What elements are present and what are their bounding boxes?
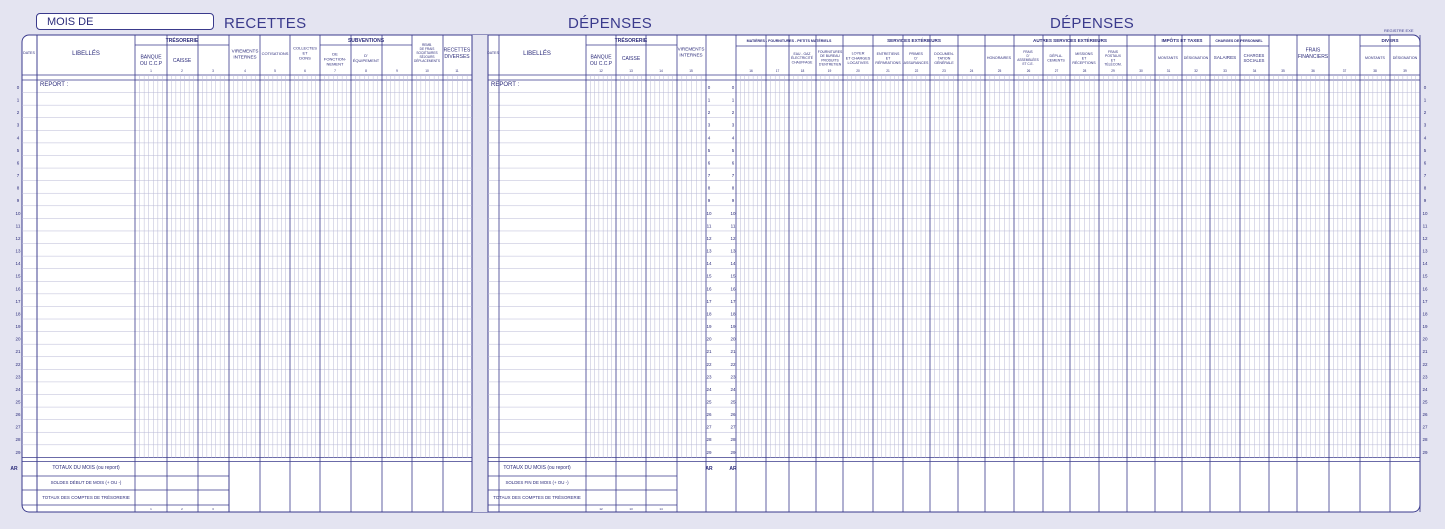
depenses-right-column-number: 17: [775, 69, 780, 73]
recettes-equipement-header: D': [364, 52, 368, 58]
row-label-left: 22: [15, 361, 21, 367]
fournitures-header: FOURNITURES: [817, 49, 843, 54]
row-label-left: 6: [16, 160, 20, 166]
depenses-right-column-number: 34: [1252, 69, 1257, 73]
entretiens-header: ENTRETIENS: [876, 51, 900, 56]
divers-header: DIVERS: [1381, 38, 1399, 43]
row-label-depenses: 26: [706, 412, 712, 418]
row-label-depenses-right: 28: [730, 437, 736, 443]
row-label-depenses-right: 7: [731, 173, 735, 179]
missions-header: MISSIONS: [1075, 51, 1093, 56]
deplacements-header: CEMENTS: [1047, 58, 1065, 63]
recettes-footer-number: 2: [181, 507, 183, 511]
row-label-depenses-right: 14: [730, 261, 736, 267]
depenses-column-number: 12: [599, 69, 603, 73]
row-label-depenses-right: 13: [730, 248, 736, 254]
row-label-depenses-right: 19: [730, 324, 736, 330]
recettes-remb-header: REMB.: [421, 43, 433, 48]
row-label-left: 23: [15, 374, 21, 380]
row-label-depenses-right: 5: [731, 147, 735, 153]
frais-postaux-header: FRAIS: [1108, 49, 1118, 54]
frais-postaux-header: TÉLÉCOM.: [1104, 62, 1122, 67]
fournitures-header: DE BUREAU: [820, 54, 840, 59]
row-label-right: 16: [1422, 286, 1428, 292]
frais-assemblees-header: ASSEMBLÉES: [1017, 58, 1039, 63]
row-label-depenses: 29: [706, 449, 712, 455]
row-label-depenses: 17: [706, 298, 712, 304]
fournitures-header: PRODUITS: [821, 58, 839, 63]
row-label-right: 12: [1422, 235, 1428, 241]
row-label-depenses: 19: [706, 324, 712, 330]
recettes-soldes-debut-label: SOLDES DÉBUT DE MOIS (+ OU -): [50, 480, 122, 485]
row-label-right: 13: [1422, 248, 1428, 254]
row-label-depenses-right: 29: [730, 449, 736, 455]
row-label-depenses: 28: [706, 437, 712, 443]
row-label-depenses-right: 9: [731, 198, 735, 204]
row-label-depenses-right: 1: [731, 97, 735, 103]
row-label-left: 12: [15, 235, 21, 241]
row-label-depenses-right: 27: [730, 424, 736, 430]
depenses-footer-number: 14: [659, 507, 663, 511]
recettes-diverses-header: DIVERSES: [444, 53, 470, 60]
row-label-depenses: 18: [706, 311, 712, 317]
row-label-depenses: 12: [706, 235, 712, 241]
row-label-left: 25: [15, 399, 21, 405]
impots-montants-header: MONTANTS: [1158, 56, 1178, 60]
row-label-left: 17: [15, 298, 21, 304]
autres-services-header: AUTRES SERVICES EXTÉRIEURS: [1033, 38, 1107, 43]
entretiens-header: RÉPARATIONS: [875, 60, 901, 65]
row-label-right: 22: [1422, 361, 1428, 367]
row-label-right: 17: [1422, 298, 1428, 304]
frais-financiers-header: FINANCIERS: [1297, 53, 1329, 60]
depenses-dates-header: DATES: [487, 51, 499, 55]
depenses-right-column-number: 31: [1166, 69, 1171, 73]
row-label-left: 16: [15, 286, 21, 292]
row-label-left: 4: [16, 135, 20, 141]
row-label-right: 3: [1423, 122, 1427, 128]
row-label-depenses: 9: [707, 198, 711, 204]
row-label-depenses: 15: [706, 273, 712, 279]
row-label-left: 18: [15, 311, 21, 317]
row-label-left: 5: [16, 147, 20, 153]
row-label-left: 2: [16, 110, 20, 116]
row-label-depenses: 14: [706, 261, 712, 267]
depenses-right-column-number: 30: [1139, 69, 1143, 73]
recettes-column-number: 5: [274, 69, 276, 73]
row-label-left: 21: [15, 349, 21, 355]
recettes-collectes-header: DONS: [299, 55, 311, 61]
recettes-column-number: 10: [425, 69, 429, 73]
row-label-depenses-right: 25: [730, 399, 736, 405]
loyer-header: LOYER: [851, 51, 865, 56]
depenses-totaux-label: TOTAUX DU MOIS (ou report): [503, 465, 571, 471]
row-label-right: 29: [1422, 449, 1428, 455]
depenses-right-column-number: 25: [997, 69, 1002, 73]
recettes-banque-header: OU C.C.P: [139, 60, 163, 67]
charges-personnel-header: CHARGES DE PERSONNEL: [1215, 39, 1263, 43]
row-label-left: 29: [15, 449, 21, 455]
row-label-depenses: 27: [706, 424, 712, 430]
row-label-left: 14: [15, 261, 21, 267]
row-label-right: 26: [1422, 412, 1428, 418]
recettes-totaux-comptes-label: TOTAUX DES COMPTES DE TRÉSORERIE: [42, 495, 130, 500]
recettes-column-number: 7: [334, 69, 336, 73]
depenses-right-column-number: 20: [856, 69, 860, 73]
depenses-right-column-number: 39: [1403, 69, 1407, 73]
row-label-depenses-right: 18: [730, 311, 736, 317]
recettes-caisse-header: CAISSE: [172, 58, 192, 64]
depenses-column-number: 14: [659, 69, 663, 73]
primes-header: ASSURANCES: [903, 60, 929, 65]
row-label-depenses-right: 8: [731, 185, 735, 191]
recettes-cotisations-header: COTISATIONS: [261, 51, 289, 56]
row-label-right: 7: [1423, 173, 1427, 179]
documentation-header: DOCUMEN-: [934, 51, 954, 56]
row-label-right: 18: [1422, 311, 1428, 317]
page-gutter: [472, 35, 488, 512]
depenses-right-column-number: 27: [1054, 69, 1059, 73]
depenses-libelles-header: LIBELLÉS: [523, 51, 551, 57]
row-label-left: 3: [16, 122, 20, 128]
recettes-column-number: 6: [304, 69, 306, 73]
row-label-left: 8: [16, 185, 20, 191]
row-label-right: 1: [1423, 97, 1427, 103]
row-label-left: 13: [15, 248, 21, 254]
recettes-column-number: 8: [365, 69, 367, 73]
row-label-depenses-right: 3: [731, 122, 735, 128]
loyer-header: LOCATIVES: [847, 61, 869, 66]
row-label-left: 24: [15, 386, 21, 392]
recettes-fonctionnement-header: DE: [332, 51, 338, 57]
row-label-left: 15: [15, 273, 21, 279]
row-label-depenses: 4: [707, 135, 711, 141]
row-label-depenses-right: 20: [730, 336, 736, 342]
recettes-column-number: 3: [212, 69, 214, 73]
primes-header: PRIMES: [909, 51, 923, 56]
divers-montants-header: MONTANTS: [1365, 56, 1385, 60]
depenses-right-column-number: 24: [969, 69, 974, 73]
row-label-depenses-right: 6: [731, 160, 735, 166]
row-label-depenses: 2: [707, 110, 711, 116]
row-label-depenses: 25: [706, 399, 712, 405]
row-label-right: 20: [1422, 336, 1428, 342]
recettes-equipement-header: ÉQUIPEMENT: [352, 57, 380, 63]
recettes-diverses-header: RECETTES: [443, 47, 471, 54]
recettes-fonctionnement-header: NEMENT: [326, 61, 344, 67]
depenses-right-column-number: 32: [1194, 69, 1198, 73]
row-label-right: 0: [1423, 85, 1427, 90]
row-label-depenses: 23: [706, 374, 712, 380]
row-label-right: 24: [1422, 386, 1428, 392]
missions-header: ET: [1081, 56, 1087, 61]
depenses-right-column-number: 33: [1223, 69, 1227, 73]
row-label-depenses-right: 16: [730, 286, 736, 292]
row-label-depenses: 10: [706, 210, 712, 216]
eau-header: CHAUFFAGE: [791, 60, 813, 65]
documentation-header: GÉNÉRALE: [934, 60, 954, 65]
row-label-right: 28: [1422, 437, 1428, 443]
row-label-left: 11: [15, 223, 21, 229]
depenses-right-column-number: 26: [1026, 69, 1031, 73]
row-label-left: 27: [15, 424, 21, 430]
impots-designation-header: DÉSIGNATION: [1183, 56, 1209, 60]
row-label-depenses-right: 21: [730, 349, 736, 355]
row-label-left: 9: [16, 198, 20, 204]
row-label-right: 5: [1423, 147, 1427, 153]
honoraires-header: HONORAIRES: [986, 56, 1012, 60]
depenses-right-column-number: 21: [886, 69, 890, 73]
row-label-depenses: 0: [707, 85, 711, 90]
deplacements-header: DÉPLA-: [1049, 54, 1063, 59]
ar-label-depenses-right: AR: [729, 466, 737, 472]
depenses-footer-number: 13: [629, 507, 633, 511]
depenses-right-column-number: 29: [1111, 69, 1115, 73]
row-label-right: 23: [1422, 374, 1428, 380]
loyer-header: ET CHARGES: [845, 56, 871, 61]
depenses-title-left: DÉPENSES: [568, 15, 653, 32]
recettes-remb-header: DE FRAIS: [419, 47, 435, 52]
row-label-left: 26: [15, 412, 21, 418]
row-label-depenses: 11: [706, 223, 712, 229]
recettes-remb-header: DÉPLACEMENTS: [413, 59, 441, 64]
row-label-left: 28: [15, 437, 21, 443]
ar-label-left: AR: [10, 466, 18, 472]
primes-header: D': [914, 56, 918, 61]
row-label-depenses-right: 2: [731, 110, 735, 116]
row-label-depenses: 5: [707, 147, 711, 153]
depenses-title-right: DÉPENSES: [1050, 15, 1135, 32]
frais-assemblees-header: FRAIS: [1023, 50, 1033, 55]
recettes-dates-header: DATES: [23, 51, 35, 55]
recettes-report-label: REPORT :: [40, 82, 69, 88]
depenses-column-number: 13: [629, 69, 633, 73]
registre-reference: REGISTRE EXE: [1384, 28, 1414, 33]
charges-sociales-header: CHARGES: [1243, 52, 1265, 58]
recettes-remb-header: SOCIÉTAIRES: [416, 51, 438, 56]
row-label-depenses-right: 11: [730, 223, 736, 229]
frais-assemblees-header: ET C.E.: [1022, 62, 1034, 67]
depenses-column-number: 15: [689, 69, 693, 73]
services-exterieurs-header: SERVICES EXTÉRIEURS: [887, 38, 941, 43]
row-label-depenses: 24: [706, 386, 712, 392]
recettes-column-number: 2: [181, 69, 183, 73]
row-label-depenses: 21: [706, 349, 712, 355]
recettes-column-number: 11: [455, 69, 459, 73]
recettes-libelles-header: LIBELLÉS: [72, 51, 100, 57]
row-label-depenses: 22: [706, 361, 712, 367]
recettes-column-number: 9: [396, 69, 398, 73]
eau-header: ÉLECTRICITÉ: [790, 56, 814, 61]
row-label-depenses: 20: [706, 336, 712, 342]
documentation-header: TATION: [937, 56, 951, 61]
depenses-right-column-number: 22: [914, 69, 919, 73]
row-label-depenses-right: 10: [730, 210, 736, 216]
depenses-banque-header: BANQUE: [590, 54, 612, 61]
frais-assemblees-header: D': [1026, 54, 1030, 59]
depenses-right-column-number: 35: [1281, 69, 1285, 73]
frais-financiers-header: FRAIS: [1305, 47, 1321, 54]
salaires-header: SALAIRES: [1213, 55, 1237, 60]
frais-postaux-header: POSTAUX: [1105, 54, 1121, 59]
depenses-virements-header: INTERNES: [679, 52, 703, 58]
row-label-depenses: 6: [707, 160, 711, 166]
depenses-caisse-header: CAISSE: [621, 56, 641, 62]
depenses-report-label: REPORT :: [491, 82, 520, 88]
recettes-collectes-header: ET: [302, 50, 308, 56]
depenses-tresorerie-header: TRÉSORERIE: [614, 38, 648, 44]
missions-header: RÉCEPTIONS: [1072, 60, 1096, 65]
depenses-virements-header: VIREMENTS: [677, 46, 705, 52]
row-label-depenses-right: 17: [730, 298, 736, 304]
row-label-right: 11: [1422, 223, 1428, 229]
entretiens-header: ET: [885, 56, 891, 61]
row-label-depenses-right: 12: [730, 235, 736, 241]
row-label-right: 6: [1423, 160, 1427, 166]
row-label-left: 20: [15, 336, 21, 342]
row-label-left: 19: [15, 324, 21, 330]
row-label-left: 0: [16, 85, 20, 90]
depenses-soldes-fin-label: SOLDES FIN DE MOIS (+ OU -): [505, 480, 569, 485]
depenses-right-column-number: 16: [749, 69, 753, 73]
depenses-banque-header: OU C.C.P: [589, 60, 613, 67]
recettes-subventions-header: SUBVENTIONS: [347, 38, 385, 44]
row-label-depenses-right: 0: [731, 85, 735, 90]
row-label-right: 4: [1423, 135, 1427, 141]
row-label-depenses-right: 15: [730, 273, 736, 279]
row-label-depenses-right: 22: [730, 361, 736, 367]
row-label-right: 19: [1422, 324, 1428, 330]
recettes-banque-header: BANQUE: [140, 54, 162, 61]
row-label-depenses-right: 4: [731, 135, 735, 141]
recettes-title: RECETTES: [224, 15, 307, 32]
recettes-tresorerie-header: TRÉSORERIE: [165, 38, 199, 44]
divers-designation-header: DÉSIGNATION: [1392, 56, 1418, 60]
depenses-right-column-number: 19: [827, 69, 832, 73]
depenses-footer-number: 12: [599, 507, 603, 511]
recettes-fonctionnement-header: FONCTION-: [323, 56, 347, 62]
ar-label-depenses: AR: [705, 466, 713, 472]
row-label-right: 14: [1422, 261, 1428, 267]
recettes-column-number: 4: [244, 69, 246, 73]
depenses-right-column-number: 18: [800, 69, 805, 73]
row-label-depenses-right: 26: [730, 412, 736, 418]
row-label-left: 10: [15, 210, 21, 216]
charges-sociales-header: SOCIALES: [1243, 58, 1265, 64]
recettes-footer-number: 1: [150, 507, 152, 511]
impots-header: IMPÔTS ET TAXES: [1161, 38, 1203, 43]
row-label-right: 10: [1422, 210, 1428, 216]
depenses-right-column-number: 28: [1082, 69, 1087, 73]
row-label-depenses: 7: [707, 173, 711, 179]
depenses-right-column-number: 36: [1311, 69, 1315, 73]
depenses-right-column-number: 23: [942, 69, 946, 73]
depenses-totaux-comptes-label: TOTAUX DES COMPTES DE TRÉSORERIE: [493, 495, 581, 500]
row-label-right: 21: [1422, 349, 1428, 355]
row-label-depenses: 3: [707, 122, 711, 128]
row-label-depenses: 1: [707, 97, 711, 103]
row-label-right: 9: [1423, 198, 1427, 204]
row-label-depenses: 8: [707, 185, 711, 191]
fournitures-header: D'ENTRETIEN: [818, 62, 842, 67]
month-field[interactable]: MOIS DE: [36, 13, 214, 30]
row-label-right: 25: [1422, 399, 1428, 405]
row-label-depenses: 13: [706, 248, 712, 254]
row-label-depenses-right: 24: [730, 386, 736, 392]
recettes-column-number: 1: [150, 69, 152, 73]
row-label-right: 15: [1422, 273, 1428, 279]
depenses-right-column-number: 37: [1342, 69, 1347, 73]
depenses-right-column-number: 38: [1373, 69, 1377, 73]
row-label-right: 27: [1422, 424, 1428, 430]
eau-header: EAU - GAZ: [793, 51, 811, 56]
row-label-depenses: 16: [706, 286, 712, 292]
recettes-remb-header: SÉJOURS: [419, 55, 435, 60]
recettes-virements-header: INTERNES: [233, 54, 257, 60]
recettes-virements-header: VIREMENTS: [231, 48, 259, 54]
recettes-footer-number: 3: [212, 507, 214, 511]
recettes-collectes-header: COLLECTES: [293, 45, 317, 51]
matieres-header: MATIÈRES - FOURNITURES - PETITS MATÉRIELS: [746, 39, 832, 43]
row-label-right: 2: [1423, 110, 1427, 116]
row-label-right: 8: [1423, 185, 1427, 191]
row-label-left: 7: [16, 173, 20, 179]
frais-postaux-header: ET: [1110, 58, 1116, 63]
row-label-left: 1: [16, 97, 20, 103]
row-label-depenses-right: 23: [730, 374, 736, 380]
recettes-totaux-label: TOTAUX DU MOIS (ou report): [52, 465, 120, 471]
